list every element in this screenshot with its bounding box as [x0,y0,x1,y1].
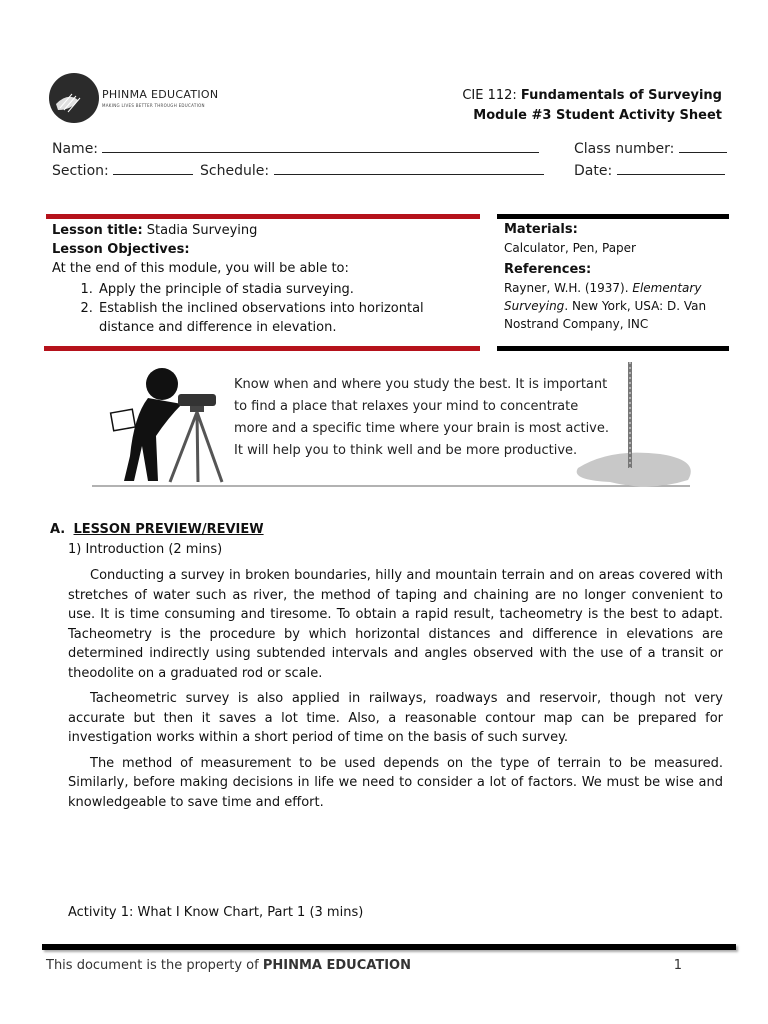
name-line[interactable] [102,140,539,153]
course-code: CIE 112: [462,88,517,103]
class-number-line[interactable] [679,140,727,153]
lesson-box [52,221,477,337]
section-title: LESSON PREVIEW/REVIEW [73,522,264,537]
bottom-red-divider [44,346,480,351]
section-letter: A. [50,522,66,537]
logo-brand: PHINMA EDUCATION [102,88,219,101]
reference-rest: . New York, USA: D. Van Nostrand Company, INC [504,299,707,331]
course-header [462,86,722,126]
objectives-list [52,280,477,337]
materials-label: Materials: [504,222,578,237]
activity-1-label: Activity 1: What I Know Chart, Part 1 (3 mins) [68,905,364,920]
schedule-label: Schedule: [200,163,270,179]
footer-text: This document is the property of [46,958,259,973]
date-label: Date: [574,163,613,179]
paragraph: The method of measurement to be used depends on the type of terrain to be measured. Similarly, before making decisions in life we need to consider a lot of factors. We must be wise and knowledgeable to save time and effort. [68,755,723,810]
materials-value: Calculator, Pen, Paper [504,241,636,255]
lesson-title: Stadia Surveying [146,223,258,238]
paragraph: Tacheometric survey is also applied in railways, roadways and reservoir, though not very accurate but then it saves a lot time. Also, a reasonable contour map can be prepared for investigation works within a short period of time on the basis of such survey. [68,691,723,745]
reference-entry [504,279,724,333]
logo-emblem-icon [48,70,100,126]
module-title: Module #3 Student Activity Sheet [473,108,722,123]
references-label: References: [504,262,592,277]
date-field[interactable] [574,162,725,179]
study-tip-text: Know when and where you study the best. It is important to find a place that relaxes your mind to concentrate more and a specific time where your brain is most active. It will help you to think well and be more productive. [234,377,610,458]
section-field[interactable] [52,162,193,179]
date-line[interactable] [617,162,725,175]
intro-item: 1) Introduction (2 mins) [68,542,223,557]
reference-book: Elementary Surveying [504,281,702,313]
section-label: Section: [52,163,109,179]
bottom-black-divider [497,346,729,351]
section-a-heading [50,520,264,540]
footer-owner: PHINMA EDUCATION [262,958,411,973]
class-number-field[interactable] [574,140,727,157]
class-number-label: Class number: [574,141,675,157]
course-title: Fundamentals of Surveying [520,88,722,103]
page-number: 1 [673,958,682,973]
objective-item: 2. Establish the inclined observations into horizontal distance and difference in elevation. [97,299,477,337]
schedule-line[interactable] [274,162,544,175]
lesson-title-label: Lesson title: [52,223,143,238]
objectives-label: Lesson Objectives: [52,242,190,257]
name-field[interactable] [52,140,539,157]
top-red-divider [46,214,480,219]
top-black-divider [497,214,729,219]
footer-note [46,958,411,973]
logo-tagline: MAKING LIVES BETTER THROUGH EDUCATION [102,103,205,108]
intro-body [68,566,723,818]
materials-box [504,221,724,333]
footer-divider [42,944,736,950]
objective-item: 1. Apply the principle of stadia surveying. [97,280,477,299]
section-line[interactable] [113,162,193,175]
name-label: Name: [52,141,99,157]
reference-author: Rayner, W.H. (1937). [504,281,629,295]
paragraph: Conducting a survey in broken boundaries, hilly and mountain terrain and on areas covered with stretches of water such as river, the method of taping and chaining are no longer convenient to use. It is time consuming and tiresome. To obtain a rapid result, tacheometry is the best to adapt. Tacheometry is the procedure by which horizontal distances and difference in elevations are determined indirectly using subtended intervals and angles observed with the use of a transit or theodolite on a graduated rod or scale. [68,568,723,681]
phinma-logo [48,70,218,130]
objectives-intro: At the end of this module, you will be able to: [52,261,349,276]
schedule-field[interactable] [200,162,544,179]
